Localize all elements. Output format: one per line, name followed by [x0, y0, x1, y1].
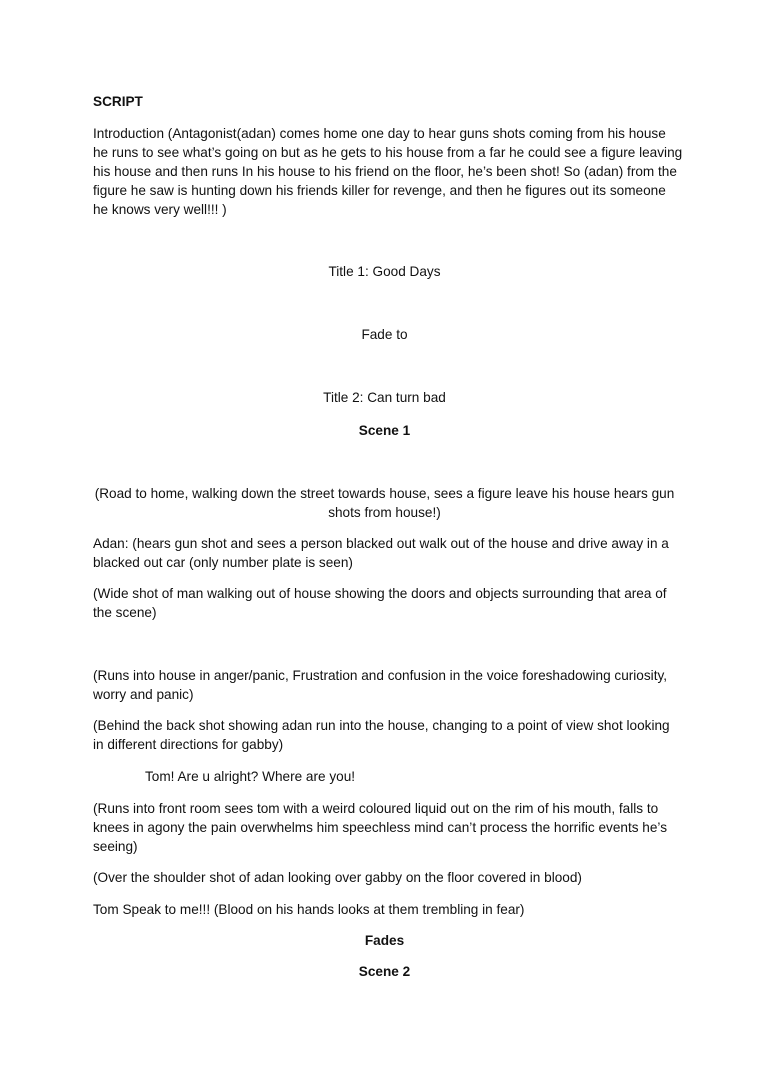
tom-call-line: Tom! Are u alright? Where are you! — [145, 769, 356, 784]
over-shoulder-direction: (Over the shoulder shot of adan looking over gabby on the floor covered in blood) — [93, 870, 582, 885]
direction-road: (Road to home, walking down the street towards house, sees a figure leave his house hears gun shots from house!) — [94, 486, 675, 520]
scene-1-heading: Scene 1 — [358, 423, 411, 438]
wide-shot-direction: (Wide shot of man walking out of house showing the doors and objects surrounding that area of the scene) — [93, 586, 667, 620]
title-2: Title 2: Can turn bad — [323, 390, 446, 405]
introduction-paragraph: Introduction (Antagonist(adan) comes home one day to hear guns shots coming from his house he runs to see what’s going on but as he gets to his house from a far he could see a figure leaving his house and then runs In his house to his friend on the floor, he’s been shot! So (adan) from the figure he saw is hunting down his friends killer for revenge, and then he figures out its someone he knows very well!!! ) — [93, 126, 683, 217]
title-1: Title 1: Good Days — [328, 264, 441, 279]
runs-into-house-direction: (Runs into house in anger/panic, Frustration and confusion in the voice foreshadowing curiosity, worry and panic) — [93, 668, 668, 702]
fades-heading: Fades — [364, 933, 405, 948]
behind-shot-direction: (Behind the back shot showing adan run into the house, changing to a point of view shot looking in different directions for gabby) — [93, 718, 670, 752]
front-room-direction: (Runs into front room sees tom with a weird coloured liquid out on the rim of his mouth, falls to knees in agony the pain overwhelms him speechless mind can’t process the horrific events he’s seeing) — [93, 801, 668, 854]
tom-speak-line: Tom Speak to me!!! (Blood on his hands looks at them trembling in fear) — [93, 902, 525, 917]
fade-to: Fade to — [361, 327, 408, 342]
scene-2-heading: Scene 2 — [358, 964, 411, 979]
adan-line: Adan: (hears gun shot and sees a person blacked out walk out of the house and drive away in a blacked out car (only number plate is seen) — [93, 536, 669, 570]
script-heading: SCRIPT — [93, 94, 143, 109]
